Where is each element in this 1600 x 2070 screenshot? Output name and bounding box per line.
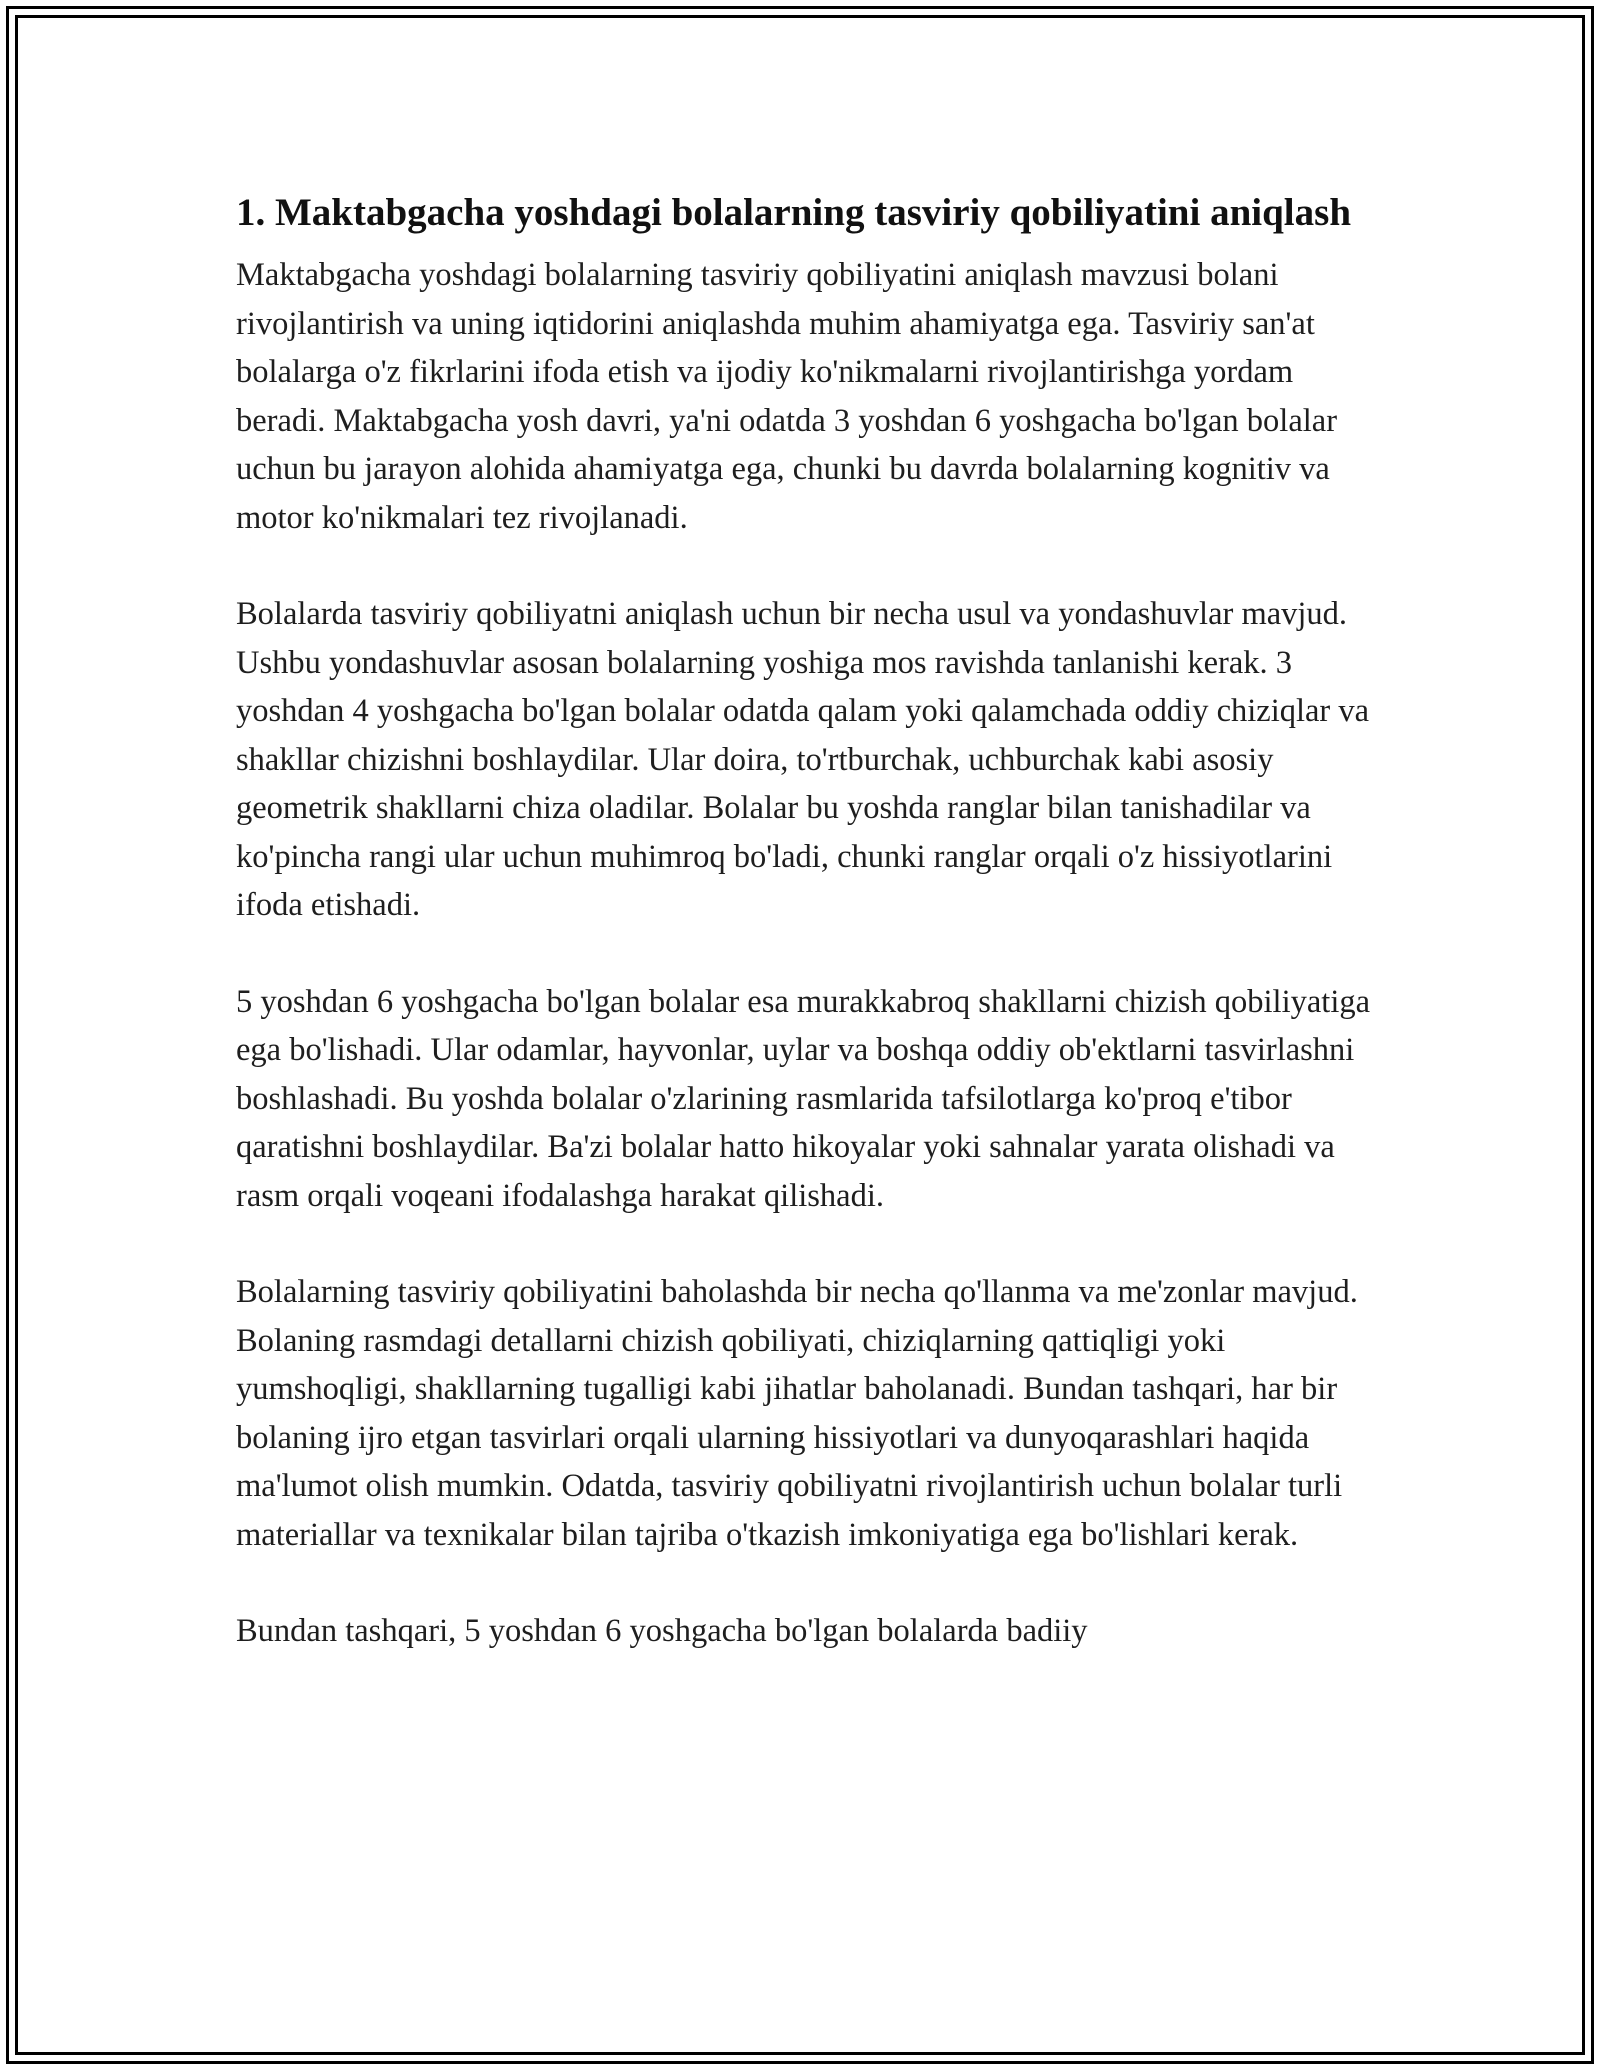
paragraph: Bolalarning tasviriy qobiliyatini baholashda bir necha qo'llanma va me'zonlar mavjud. Bolaning rasmdagi detallarni chizish qobiliyati, chiziqlarning qattiqligi yoki yumshoqligi, shakllarning tugalligi kabi jihatlar baholanadi. Bundan tashqari, har bir bolaning ijro etgan tasvirlari orqali ularning hissiyotlari va dunyoqarashlari haqida ma'lumot olish mumkin. Odatda, tasviriy qobiliyatni rivojlantirish uchun bolalar turli materiallar va texnikalar bilan tajriba o'tkazish imkoniyatiga ega bo'lishlari kerak.: [236, 1274, 1358, 1553]
paragraph: Maktabgacha yoshdagi bolalarning tasviriy qobiliyatini aniqlash mavzusi bolani rivojlantirish va uning iqtidorini aniqlashda muhim ahamiyatga ega. Tasviriy san'at bolalarga o'z fikrlarini ifoda etish va ijodiy ko'nikmalarni rivojlantirishga yordam beradi. Maktabgacha yosh davri, ya'ni odatda 3 yoshdan 6 yoshgacha bo'lgan bolalar uchun bu jarayon alohida ahamiyatga ega, chunki bu davrda bolalarning kognitiv va motor ko'nikmalari tez rivojlanadi.: [236, 257, 1338, 536]
section-heading: 1. Maktabgacha yoshdagi bolalarning tasviriy qobiliyatini aniqlash: [236, 191, 1352, 234]
document-body: [236, 186, 1376, 1656]
paragraph: 5 yoshdan 6 yoshgacha bo'lgan bolalar esa murakkabroq shakllarni chizish qobiliyatiga ega bo'lishadi. Ular odamlar, hayvonlar, uylar va boshqa oddiy ob'ektlarni tasvirlashni boshlashadi. Bu yoshda bolalar o'zlarining rasmlarida tafsilotlarga ko'proq e'tibor qaratishni boshlaydilar. Ba'zi bolalar hatto hikoyalar yoki sahnalar yarata olishadi va rasm orqali voqeani ifodalashga harakat qilishadi.: [236, 983, 1371, 1214]
paragraph: Bolalarda tasviriy qobiliyatni aniqlash uchun bir necha usul va yondashuvlar mavjud. Ushbu yondashuvlar asosan bolalarning yoshiga mos ravishda tanlanishi kerak. 3 yoshdan 4 yoshgacha bo'lgan bolalar odatda qalam yoki qalamchada oddiy chiziqlar va shakllar chizishni boshlaydilar. Ular doira, to'rtburchak, uchburchak kabi asosiy geometrik shakllarni chiza oladilar. Bolalar bu yoshda ranglar bilan tanishadilar va ko'pincha rangi ular uchun muhimroq bo'ladi, chunki ranglar orqali o'z hissiyotlarini ifoda etishadi.: [236, 596, 1370, 923]
paragraph: Bundan tashqari, 5 yoshdan 6 yoshgacha bo'lgan bolalarda badiiy: [236, 1613, 1088, 1649]
